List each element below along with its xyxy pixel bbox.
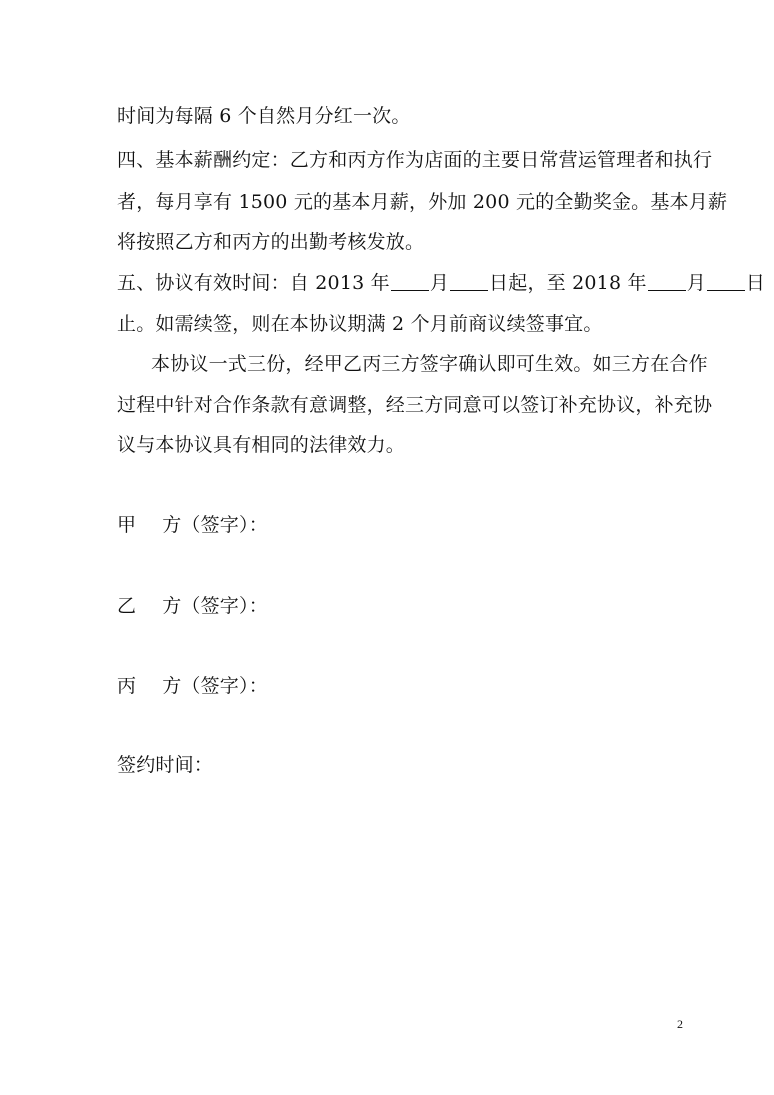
closing-para-line-3: 议与本协议具有相同的法律效力。 [117,434,406,456]
party-c-signature [117,673,268,699]
clause-5-end-year: 日起，至 2018 年 [489,272,647,294]
party-a-sign-suffix: 方（签字）： [162,514,268,536]
blank-day-end[interactable] [707,272,745,291]
closing-para-line-1: 本协议一式三份，经甲乙丙三方签字确认即可生效。如三方在合作 [151,353,708,375]
party-c-label: 丙 [117,675,137,697]
clause-5-day-label: 日 [745,272,766,294]
clause-line-1: 时间为每隔 6 个自然月分红一次。 [117,105,411,127]
clause-5-prefix: 五、协议有效时间：自 2013 年 [117,272,390,294]
clause-5-line-1 [117,270,765,296]
clause-4-line-3: 将按照乙方和丙方的出勤考核发放。 [117,231,425,253]
party-b-signature [117,593,268,619]
clause-5-line-2: 止。如需续签，则在本协议期满 2 个月前商议续签事宜。 [117,313,603,335]
party-a-label: 甲 [117,514,137,536]
party-b-label: 乙 [117,595,137,617]
clause-5-month-label: 月 [429,272,450,294]
clause-5-month-label-2: 月 [686,272,706,294]
clause-4-line-2: 者，每月享有 1500 元的基本月薪，外加 200 元的全勤奖金。基本月薪 [117,191,728,213]
party-c-sign-suffix: 方（签字）： [162,675,268,697]
signing-date-label: 签约时间： [117,754,214,776]
blank-month-start[interactable] [391,272,429,291]
blank-day-start[interactable] [450,272,488,291]
clause-4-line-1: 四、基本薪酬约定：乙方和丙方作为店面的主要日常营运管理者和执行 [117,149,713,171]
party-b-sign-suffix: 方（签字）： [162,595,268,617]
blank-month-end[interactable] [648,272,686,291]
page-number: 2 [677,1017,683,1031]
party-a-signature [117,512,268,538]
closing-para-line-2: 过程中针对合作条款有意调整，经三方同意可以签订补充协议，补充协 [117,394,713,416]
